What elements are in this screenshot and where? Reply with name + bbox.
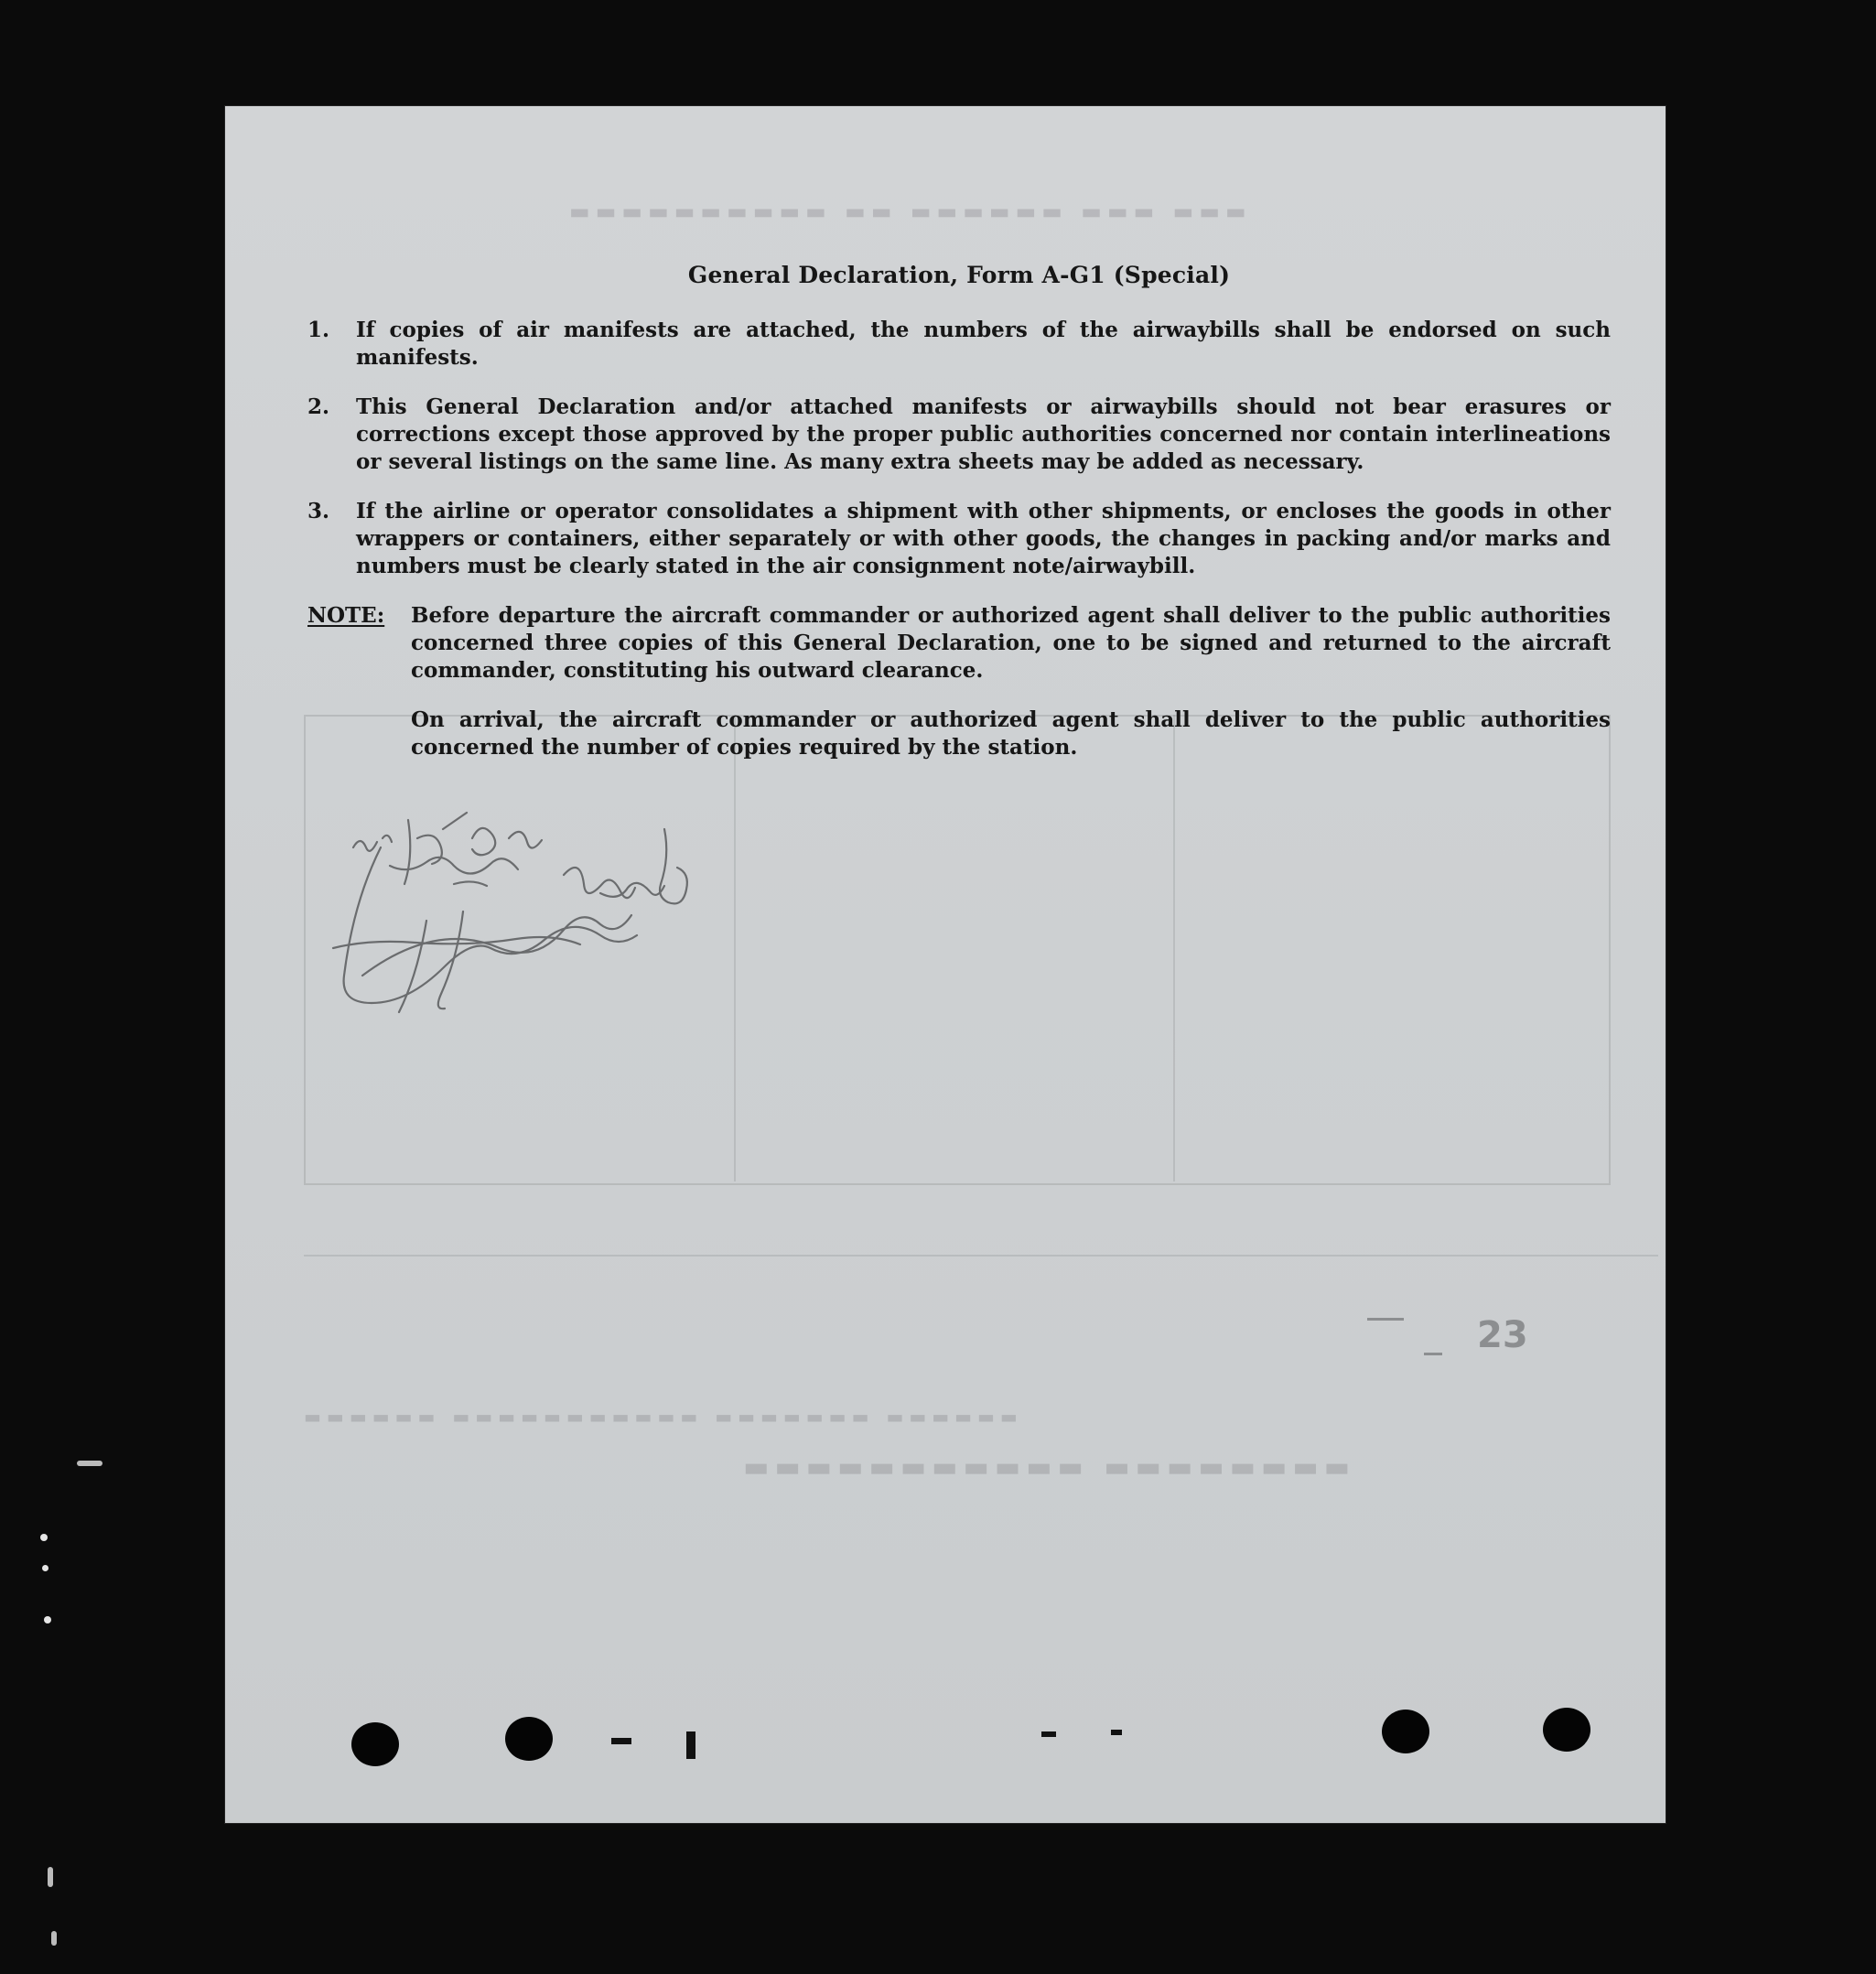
- note-body: [411, 602, 1611, 783]
- item-text: If the airline or operator consolidates a shipment with other shipments, or encloses the goods in other wrappers or containers, either separately or with other goods, the changes in packing and/or marks and numbers must be clearly stated in the air consignment note/airwaybill.: [356, 499, 1611, 578]
- document-page: [225, 106, 1666, 1823]
- item-number: 2.: [307, 394, 330, 419]
- note-paragraph: Before departure the aircraft commander or authorized agent shall deliver to the public authorities concerned three copies of this General Declaration, one to be signed and returned to the aircraft commander, constituting his outward clearance.: [411, 603, 1611, 683]
- note-paragraph: On arrival, the aircraft commander or authorized agent shall deliver to the public authorities concerned the number of copies required by the station.: [411, 707, 1611, 760]
- scan-speck: [686, 1731, 695, 1759]
- punch-hole: [1382, 1710, 1429, 1753]
- scan-speck: [611, 1738, 631, 1744]
- page-mark-dash: [1367, 1318, 1404, 1321]
- punch-hole: [505, 1717, 553, 1761]
- page-mark-dash: [1424, 1353, 1442, 1355]
- item-number: 3.: [307, 499, 330, 523]
- punch-hole: [1543, 1708, 1590, 1752]
- handwritten-signature: [326, 811, 738, 1076]
- document-title: General Declaration, Form A-G1 (Special): [687, 262, 1231, 288]
- bleed-through-rule: [304, 1255, 1658, 1257]
- scan-speck: [42, 1565, 49, 1571]
- instruction-item: [307, 498, 1611, 580]
- instruction-item: [307, 394, 1611, 476]
- scan-speck: [51, 1931, 57, 1946]
- page-number: 23: [1477, 1314, 1528, 1356]
- scan-speck: [40, 1534, 48, 1541]
- scan-speck: [1111, 1730, 1122, 1735]
- scan-speck: [44, 1616, 51, 1623]
- note-section: [307, 602, 1611, 783]
- bleed-through-heading: ▬▬▬ ▬▬▬ ▬▬▬▬▬▬ ▬▬ ▬▬▬▬▬▬▬▬▬▬: [564, 198, 1246, 224]
- item-text: If copies of air manifests are attached, the numbers of the airwaybills shall be endorsed on such manifests.: [356, 318, 1611, 370]
- scan-speck: [77, 1461, 102, 1466]
- instruction-item: [307, 317, 1611, 372]
- scan-speck: [1041, 1731, 1056, 1737]
- scan-speck: [48, 1867, 53, 1887]
- punch-hole: [351, 1722, 399, 1766]
- bleed-through-line: ▬▬▬▬▬▬ ▬▬▬▬▬▬▬ ▬▬▬▬▬▬▬▬▬▬▬ ▬▬▬▬▬▬: [298, 1406, 1018, 1428]
- note-label: NOTE:: [307, 603, 385, 628]
- item-number: 1.: [307, 318, 330, 342]
- instructions-block: [307, 262, 1611, 805]
- item-text: This General Declaration and/or attached manifests or airwaybills should not bear erasures or corrections except those approved by the proper public authorities concerned nor contain interlineations or several listings on the same line. As many extra sheets may be added as necessary.: [356, 394, 1611, 474]
- bleed-through-heading: ▬▬▬▬▬▬▬▬ ▬▬▬▬▬▬▬▬▬▬▬: [738, 1451, 1350, 1483]
